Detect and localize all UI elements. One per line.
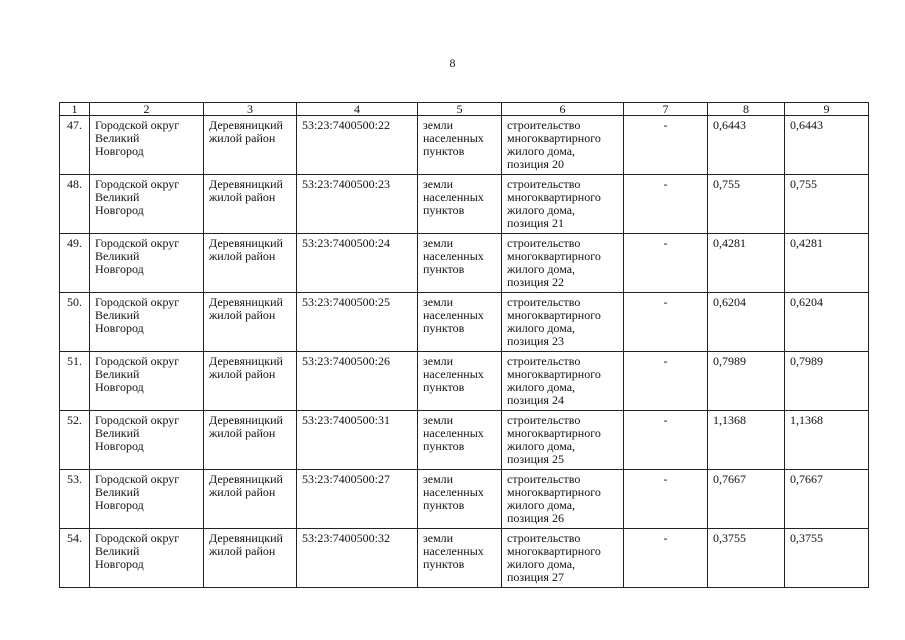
cell-permitted-use: строительство многоквартирного жилого дома, позиция 27 <box>502 529 624 588</box>
cell-municipality: Городской округ Великий Новгород <box>90 411 204 470</box>
cell-cadastral-number: 53:23:7400500:23 <box>297 175 418 234</box>
cell-permitted-use: строительство многоквартирного жилого дома, позиция 23 <box>502 293 624 352</box>
table-row <box>60 470 869 529</box>
page-number: 8 <box>449 56 456 70</box>
cell-permitted-use: строительство многоквартирного жилого дома, позиция 20 <box>502 116 624 175</box>
cell-district: Деревяницкий жилой район <box>204 352 297 411</box>
header-cell: 7 <box>624 103 708 116</box>
header-cell: 5 <box>418 103 502 116</box>
cell-row-number: 48. <box>60 175 90 234</box>
cell-column-7: - <box>624 293 708 352</box>
cell-permitted-use: строительство многоквартирного жилого дома, позиция 26 <box>502 470 624 529</box>
cell-municipality: Городской округ Великий Новгород <box>90 175 204 234</box>
cell-land-category: земли населенных пунктов <box>418 234 502 293</box>
cell-column-9: 0,6443 <box>785 116 869 175</box>
header-cell: 2 <box>90 103 204 116</box>
cell-column-8: 0,7667 <box>708 470 785 529</box>
cell-column-8: 0,6204 <box>708 293 785 352</box>
cell-municipality: Городской округ Великий Новгород <box>90 234 204 293</box>
cell-row-number: 47. <box>60 116 90 175</box>
header-cell: 8 <box>708 103 785 116</box>
header-cell: 1 <box>60 103 90 116</box>
table-row <box>60 529 869 588</box>
cell-column-9: 0,4281 <box>785 234 869 293</box>
cell-row-number: 52. <box>60 411 90 470</box>
cell-municipality: Городской округ Великий Новгород <box>90 352 204 411</box>
cell-municipality: Городской округ Великий Новгород <box>90 470 204 529</box>
table-body <box>60 103 869 588</box>
cell-row-number: 51. <box>60 352 90 411</box>
cell-municipality: Городской округ Великий Новгород <box>90 116 204 175</box>
table-row <box>60 411 869 470</box>
table-row <box>60 175 869 234</box>
table-header-row <box>60 103 869 116</box>
cell-district: Деревяницкий жилой район <box>204 529 297 588</box>
cell-district: Деревяницкий жилой район <box>204 234 297 293</box>
cell-permitted-use: строительство многоквартирного жилого дома, позиция 24 <box>502 352 624 411</box>
cell-district: Деревяницкий жилой район <box>204 293 297 352</box>
cell-column-7: - <box>624 175 708 234</box>
cell-permitted-use: строительство многоквартирного жилого дома, позиция 22 <box>502 234 624 293</box>
land-plots-table <box>59 102 869 588</box>
cell-cadastral-number: 53:23:7400500:25 <box>297 293 418 352</box>
cell-land-category: земли населенных пунктов <box>418 411 502 470</box>
cell-column-7: - <box>624 470 708 529</box>
cell-land-category: земли населенных пунктов <box>418 293 502 352</box>
cell-land-category: земли населенных пунктов <box>418 116 502 175</box>
cell-column-9: 0,7989 <box>785 352 869 411</box>
cell-column-8: 0,755 <box>708 175 785 234</box>
cell-cadastral-number: 53:23:7400500:22 <box>297 116 418 175</box>
cell-column-8: 0,4281 <box>708 234 785 293</box>
cell-row-number: 49. <box>60 234 90 293</box>
cell-column-7: - <box>624 234 708 293</box>
table-row <box>60 116 869 175</box>
cell-column-8: 1,1368 <box>708 411 785 470</box>
cell-column-7: - <box>624 529 708 588</box>
table-row <box>60 352 869 411</box>
cell-column-9: 1,1368 <box>785 411 869 470</box>
cell-row-number: 53. <box>60 470 90 529</box>
cell-cadastral-number: 53:23:7400500:31 <box>297 411 418 470</box>
cell-column-7: - <box>624 411 708 470</box>
cell-district: Деревяницкий жилой район <box>204 175 297 234</box>
header-cell: 6 <box>502 103 624 116</box>
cell-permitted-use: строительство многоквартирного жилого дома, позиция 21 <box>502 175 624 234</box>
cell-municipality: Городской округ Великий Новгород <box>90 293 204 352</box>
cell-column-7: - <box>624 352 708 411</box>
cell-row-number: 50. <box>60 293 90 352</box>
cell-column-9: 0,3755 <box>785 529 869 588</box>
cell-column-9: 0,7667 <box>785 470 869 529</box>
header-cell: 9 <box>785 103 869 116</box>
cell-land-category: земли населенных пунктов <box>418 352 502 411</box>
table-row <box>60 293 869 352</box>
cell-cadastral-number: 53:23:7400500:32 <box>297 529 418 588</box>
cell-column-9: 0,755 <box>785 175 869 234</box>
cell-row-number: 54. <box>60 529 90 588</box>
cell-district: Деревяницкий жилой район <box>204 116 297 175</box>
cell-land-category: земли населенных пунктов <box>418 175 502 234</box>
cell-land-category: земли населенных пунктов <box>418 529 502 588</box>
table-row <box>60 234 869 293</box>
cell-column-9: 0,6204 <box>785 293 869 352</box>
cell-district: Деревяницкий жилой район <box>204 470 297 529</box>
cell-cadastral-number: 53:23:7400500:27 <box>297 470 418 529</box>
header-cell: 4 <box>297 103 418 116</box>
cell-cadastral-number: 53:23:7400500:24 <box>297 234 418 293</box>
cell-municipality: Городской округ Великий Новгород <box>90 529 204 588</box>
cell-column-8: 0,6443 <box>708 116 785 175</box>
cell-permitted-use: строительство многоквартирного жилого дома, позиция 25 <box>502 411 624 470</box>
cell-district: Деревяницкий жилой район <box>204 411 297 470</box>
cell-cadastral-number: 53:23:7400500:26 <box>297 352 418 411</box>
cell-column-7: - <box>624 116 708 175</box>
header-cell: 3 <box>204 103 297 116</box>
cell-column-8: 0,3755 <box>708 529 785 588</box>
cell-column-8: 0,7989 <box>708 352 785 411</box>
cell-land-category: земли населенных пунктов <box>418 470 502 529</box>
